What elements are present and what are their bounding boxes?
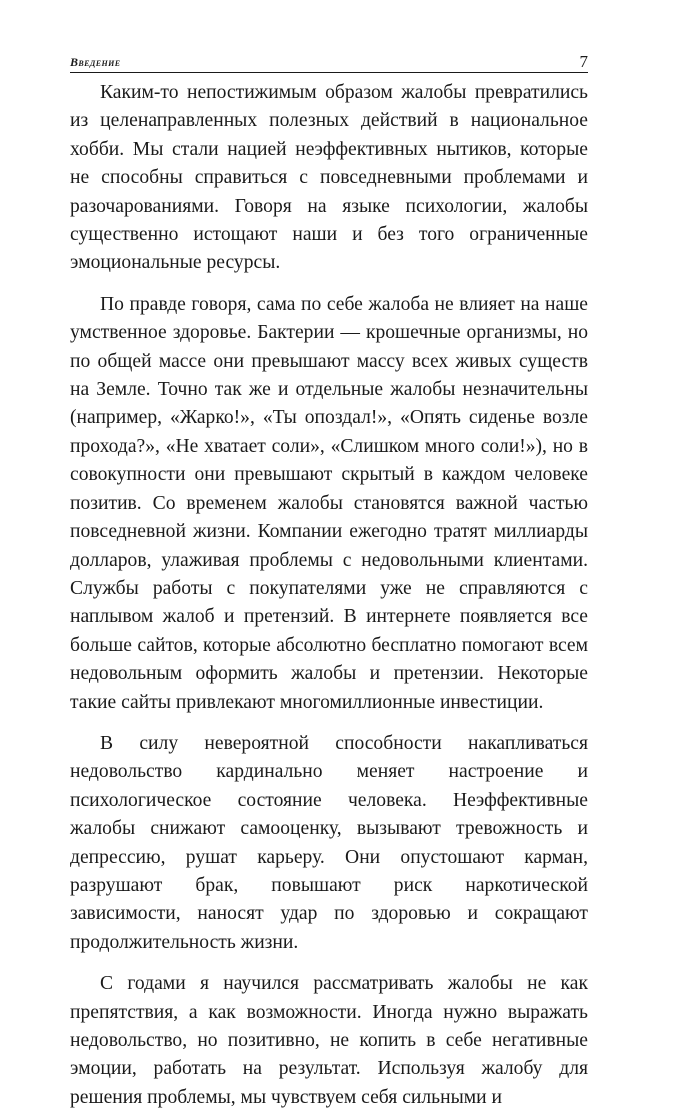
paragraph: С годами я научился рассматривать жалобы не как препятствия, а как возможности. Иногда нужно выражать недовольство, но позитивно, не копить в себе негативные эмоции, работать на результат. Используя жалобу для решения проблемы, мы чувствуем себя сильными и [70, 973, 588, 1108]
paragraph: Каким-то непостижимым образом жалобы превратились из целенаправленных полезных действий в национальное хобби. Мы стали нацией неэффективных нытиков, которые не способны справиться с повседневными проблемами и разочарованиями. Говоря на языке психологии, жалобы существенно истощают наши и без того ограниченные эмоциональные ресурсы. [70, 82, 588, 274]
book-page [70, 48, 588, 1112]
body-text [70, 79, 588, 1112]
section-title: Введение [70, 55, 121, 69]
paragraph: По правде говоря, сама по себе жалоба не влияет на наше умственное здоровье. Бактерии — крошечные организмы, но по общей массе они превышают массу всех живых существ на Земле. Точно так же и отдельные жалобы незначительны (например, «Жарко!», «Ты опоздал!», «Опять сиденье возле прохода?», «Не хватает соли», «Слишком много соли!»), но в совокупности они превышают скрытый в каждом человеке позитив. Со временем жалобы становятся важной частью повседневной жизни. Компании ежегодно тратят миллиарды долларов, улаживая проблемы с недовольными клиентами. Службы работы с покупателями уже не справляются с наплывом жалоб и претензий. В интернете появляется все больше сайтов, которые абсолютно бесплатно помогают всем недовольным оформить жалобы и претензии. Некоторые такие сайты привлекают многомиллионные инвестиции. [70, 293, 588, 713]
running-head [70, 48, 588, 73]
page-number: 7 [579, 52, 588, 71]
paragraph: В силу невероятной способности накапливаться недовольство кардинально меняет настроение и психологическое состояние человека. Неэффективные жалобы снижают самооценку, вызывают тревожность и депрессию, рушат карьеру. Они опустошают карман, разрушают брак, повышают риск наркотической зависимости, наносят удар по здоровью и сокращают продолжительность жизни. [70, 732, 588, 953]
